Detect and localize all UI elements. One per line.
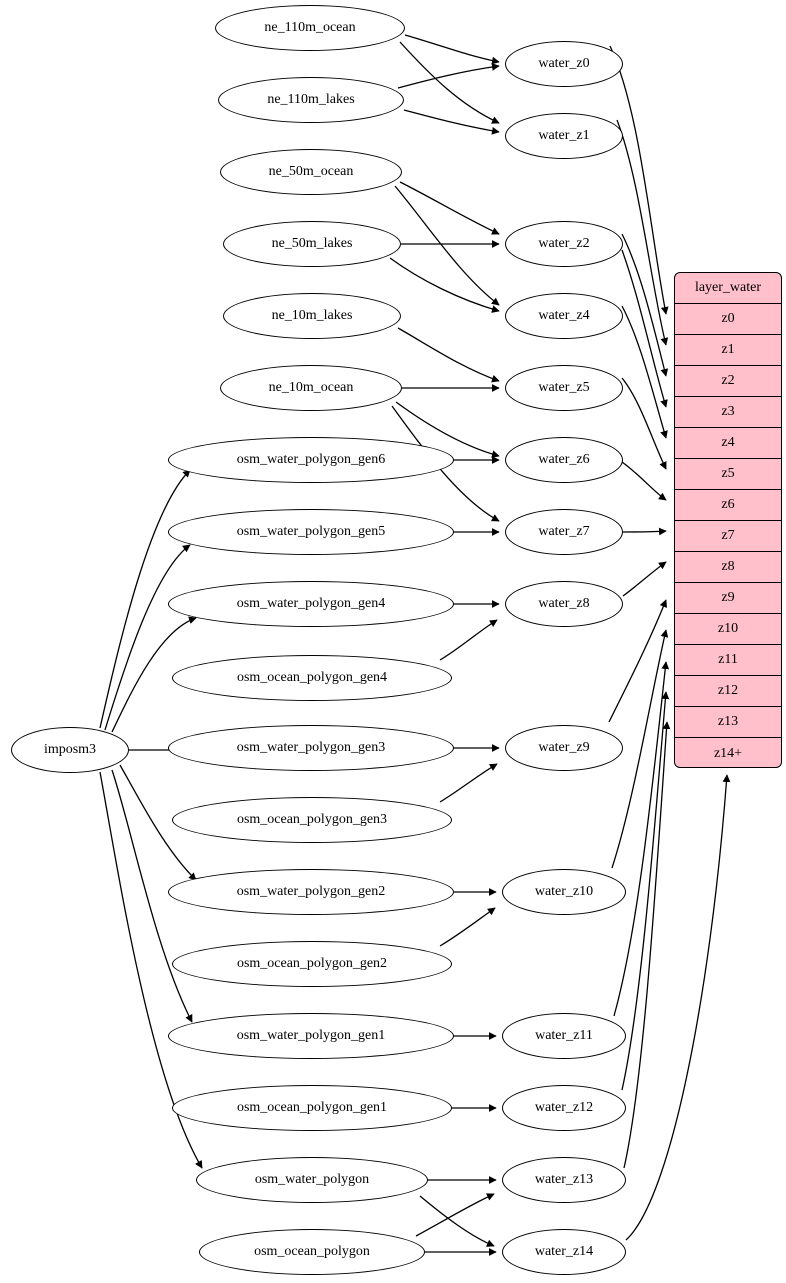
graph-node-osm-water-polygon[interactable] [196,1157,428,1203]
node-label: ne_50m_ocean [268,164,354,179]
graph-node-osm-ocean-polygon[interactable] [199,1229,425,1275]
layer-water-header: layer_water [675,273,781,304]
layer-water-row-z0[interactable]: z0 [675,304,781,335]
node-label: osm_ocean_polygon_gen3 [236,812,388,827]
layer-water-row-z1[interactable]: z1 [675,335,781,366]
node-label: osm_water_polygon_gen1 [236,1028,386,1043]
graph-node-water-z6[interactable] [505,437,623,483]
graph-node-imposm3[interactable] [11,727,129,773]
graph-node-osm-water-polygon-gen5[interactable] [168,509,454,555]
graph-node-ne-50m-lakes[interactable] [223,221,401,267]
node-label: water_z0 [538,56,590,71]
graph-node-water-z5[interactable] [505,365,623,411]
node-label: ne_110m_ocean [264,20,356,35]
node-label: osm_water_polygon [254,1172,370,1187]
node-label: ne_10m_ocean [268,380,354,395]
node-label: ne_110m_lakes [267,92,355,107]
node-label: water_z1 [538,128,590,143]
graph-node-osm-water-polygon-gen4[interactable] [168,581,454,627]
graph-node-osm-ocean-polygon-gen4[interactable] [172,655,452,701]
node-label: osm_ocean_polygon [254,1244,370,1259]
graph-node-ne-10m-ocean[interactable] [220,365,402,411]
node-label: water_z13 [534,1172,594,1187]
layer-water-row-z12[interactable]: z12 [675,676,781,707]
node-label: water_z6 [538,452,590,467]
graph-node-ne-110m-lakes[interactable] [218,77,404,123]
graph-node-osm-ocean-polygon-gen2[interactable] [172,941,452,987]
graph-node-water-z11[interactable] [502,1013,626,1059]
node-label: water_z12 [534,1100,594,1115]
layer-water-row-z7[interactable]: z7 [675,521,781,552]
node-label: osm_water_polygon_gen5 [236,524,386,539]
node-label: water_z11 [535,1028,593,1043]
layer-water-row-z9[interactable]: z9 [675,583,781,614]
node-label: water_z7 [538,524,590,539]
node-label: water_z10 [534,884,594,899]
graph-node-osm-water-polygon-gen1[interactable] [168,1013,454,1059]
graph-node-osm-ocean-polygon-gen3[interactable] [172,797,452,843]
layer-water-row-z13[interactable]: z13 [675,707,781,738]
layer-water-row-z11[interactable]: z11 [675,645,781,676]
node-label: osm_ocean_polygon_gen2 [236,956,388,971]
graph-node-osm-water-polygon-gen3[interactable] [168,725,454,771]
node-label: water_z8 [538,596,590,611]
node-label: imposm3 [43,742,97,757]
layer-water-row-z5[interactable]: z5 [675,459,781,490]
graph-node-water-z14[interactable] [502,1229,626,1275]
graph-node-water-z8[interactable] [505,581,623,627]
graph-node-osm-water-polygon-gen2[interactable] [168,869,454,915]
graph-node-layer-water[interactable] [674,272,782,768]
graph-node-water-z2[interactable] [505,221,623,267]
layer-water-row-z10[interactable]: z10 [675,614,781,645]
layer-water-row-z4[interactable]: z4 [675,428,781,459]
node-label: water_z9 [538,740,590,755]
node-label: osm_ocean_polygon_gen1 [236,1100,388,1115]
layer-water-row-z8[interactable]: z8 [675,552,781,583]
graph-node-ne-50m-ocean[interactable] [220,149,402,195]
node-label: water_z4 [538,308,590,323]
node-label: ne_50m_lakes [271,236,353,251]
node-label: osm_water_polygon_gen2 [236,884,386,899]
graph-node-water-z7[interactable] [505,509,623,555]
layer-water-row-z3[interactable]: z3 [675,397,781,428]
graph-node-water-z0[interactable] [505,41,623,87]
node-label: osm_water_polygon_gen6 [236,452,386,467]
graph-node-water-z12[interactable] [502,1085,626,1131]
node-label: osm_water_polygon_gen3 [236,740,386,755]
graph-node-osm-ocean-polygon-gen1[interactable] [172,1085,452,1131]
node-label: ne_10m_lakes [271,308,353,323]
node-label: water_z2 [538,236,590,251]
graph-node-water-z10[interactable] [502,869,626,915]
layer-water-row-z6[interactable]: z6 [675,490,781,521]
node-label: osm_ocean_polygon_gen4 [236,670,388,685]
graph-node-osm-water-polygon-gen6[interactable] [168,437,454,483]
node-label: osm_water_polygon_gen4 [236,596,386,611]
layer-water-row-z14plus[interactable]: z14+ [713,745,743,761]
layer-water-row-z2[interactable]: z2 [675,366,781,397]
graph-node-water-z1[interactable] [505,113,623,159]
graph-node-water-z9[interactable] [505,725,623,771]
graph-node-water-z4[interactable] [505,293,623,339]
node-label: water_z14 [534,1244,594,1259]
graph-node-ne-10m-lakes[interactable] [223,293,401,339]
graph-node-ne-110m-ocean[interactable] [215,5,405,51]
graph-node-water-z13[interactable] [502,1157,626,1203]
node-label: water_z5 [538,380,590,395]
